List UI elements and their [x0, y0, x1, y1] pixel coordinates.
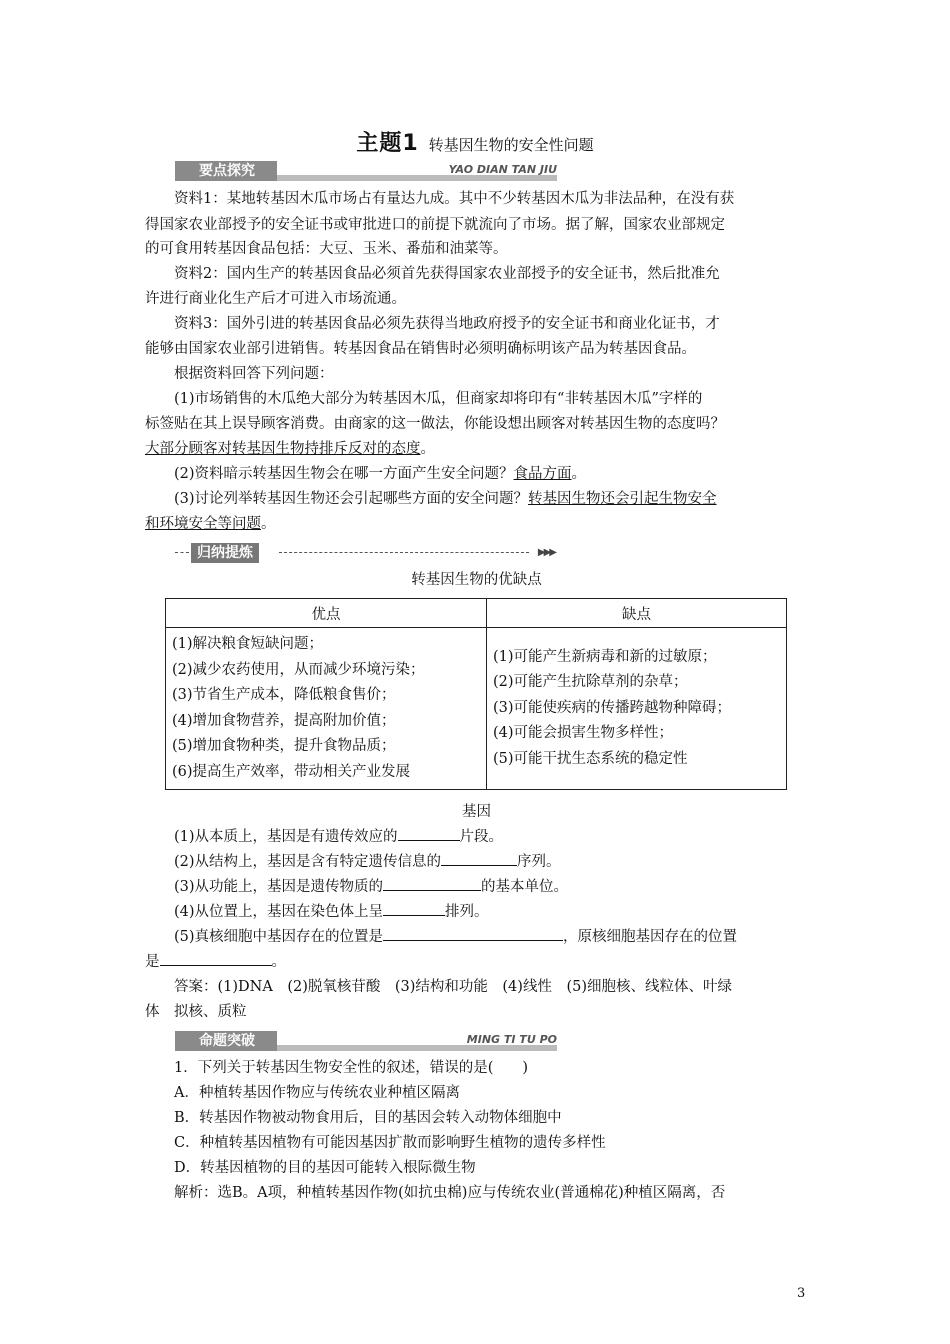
- analysis: 解析：选B。A项，种植转基因作物(如抗虫棉)应与传统农业(普通棉花)种植区隔离，否: [174, 1185, 726, 1201]
- question-2-answer: 食品方面: [513, 466, 572, 482]
- page-number: 3: [797, 1286, 806, 1301]
- material-2-line-1: 资料2：国内生产的转基因食品必须首先获得国家农业部授予的安全证书，然后批准允: [174, 266, 720, 282]
- list-item: (1)可能产生新病毒和新的过敏原；: [493, 648, 717, 665]
- dash-right: [279, 552, 529, 553]
- question-prompt: 根据资料回答下列问题：: [174, 366, 334, 382]
- question-1-answer: 大部分顾客对转基因生物持排斥反对的态度: [145, 441, 421, 457]
- option-b: B．转基因作物被动物食用后，目的基因会转入动物体细胞中: [174, 1110, 562, 1126]
- question-3-answer-part1: 转基因生物还会引起生物安全: [528, 491, 717, 507]
- list-item: (3)可能使疾病的传播跨越物种障碍；: [493, 699, 732, 716]
- gene-line-3: (3)从功能上，基因是遗传物质的 的基本单位。: [174, 874, 808, 900]
- question-stem: 1．下列关于转基因生物安全性的叙述，错误的是( ): [174, 1060, 529, 1076]
- question-1-line-1: (1)市场销售的木瓜绝大部分为转基因木瓜，但商家却将印有“非转基因木瓜”字样的: [174, 391, 703, 407]
- pros-cell: [166, 628, 487, 790]
- banner-label: 归纳提炼: [191, 543, 259, 563]
- banner-en-label: MING TI TU PO: [466, 1033, 557, 1046]
- material-2-line-2: 许进行商业化生产后才可进入市场流通。: [145, 291, 406, 307]
- banner-en-label: YAO DIAN TAN JIU: [448, 163, 557, 176]
- list-item: (5)可能干扰生态系统的稳定性: [493, 750, 688, 767]
- gene-line-1: (1)从本质上，基因是有遗传效应的 片段。: [174, 824, 808, 850]
- gene-title: 基因: [462, 804, 491, 820]
- blank-4: [383, 901, 445, 916]
- option-a: A．种植转基因作物应与传统农业种植区隔离: [174, 1085, 460, 1101]
- blank-1: [398, 826, 460, 841]
- topic-heading: [0, 126, 950, 157]
- list-item: (5)增加食物种类，提升食物品质；: [172, 738, 396, 754]
- question-3-answer-part2: 和环境安全等问题: [145, 516, 261, 532]
- gene-line-5-cont: 是 。: [145, 949, 808, 975]
- list-item: (2)可能产生抗除草剂的杂草；: [493, 674, 688, 691]
- list-item: (2)减少农药使用，从而减少环境污染；: [172, 661, 425, 678]
- list-item: (1)解决粮食短缺问题；: [172, 636, 324, 652]
- header-cons: 缺点: [487, 599, 787, 628]
- gene-line-4: (4)从位置上，基因在染色体上呈 排列。: [174, 899, 808, 925]
- question-3-line-2: 和环境安全等问题。: [145, 516, 276, 532]
- topic-title: 转基因生物的安全性问题: [428, 136, 594, 154]
- blank-6: [160, 951, 272, 966]
- question-1-answer-line: 大部分顾客对转基因生物持排斥反对的态度。: [145, 441, 435, 457]
- section-banner-key-points: [175, 161, 557, 181]
- question-2: (2)资料暗示转基因生物会在哪一方面产生安全问题？食品方面。: [174, 466, 587, 482]
- topic-label: 主题1: [356, 131, 419, 156]
- section-banner-summary: [175, 543, 555, 563]
- material-1-line-1: 资料1：某地转基因木瓜市场占有量达九成。其中不少转基因木瓜为非法品种，在没有获: [174, 191, 735, 207]
- question-3: (3)讨论列举转基因生物还会引起哪些方面的安全问题？转基因生物还会引起生物安全: [174, 491, 717, 507]
- material-3-line-1: 资料3：国外引进的转基因食品必须先获得当地政府授予的安全证书和商业化证书，才: [174, 316, 720, 332]
- banner-label: 命题突破: [175, 1031, 277, 1051]
- list-item: (4)可能会损害生物多样性；: [493, 725, 674, 742]
- gene-line-5: (5)真核细胞中基因存在的位置是 ，原核细胞基因存在的位置: [174, 924, 808, 950]
- blank-3: [383, 876, 481, 891]
- option-c: C．种植转基因植物有可能因基因扩散而影响野生植物的遗传多样性: [174, 1135, 606, 1151]
- material-1-line-3: 的可食用转基因食品包括：大豆、玉米、番茄和油菜等。: [145, 241, 508, 257]
- table-title: 转基因生物的优缺点: [411, 572, 542, 588]
- pros-cons-table: [165, 598, 787, 790]
- gene-answer-line-2: 体 拟核、质粒: [145, 1004, 247, 1020]
- blank-2: [441, 851, 517, 866]
- dash-left: [175, 552, 189, 553]
- section-banner-question-breakthrough: [175, 1031, 557, 1051]
- option-d: D．转基因植物的目的基因可能转入根际微生物: [174, 1160, 476, 1176]
- header-pros: 优点: [166, 599, 487, 628]
- gene-line-2: (2)从结构上，基因是含有特定遗传信息的 序列。: [174, 849, 808, 875]
- blank-5: [383, 926, 563, 941]
- material-3-line-2: 能够由国家农业部引进销售。转基因食品在销售时必须明确标明该产品为转基因食品。: [145, 341, 696, 357]
- table-header-row: [166, 599, 787, 628]
- material-1-line-2: 得国家农业部授予的安全证书或审批进口的前提下就流向了市场。据了解，国家农业部规定: [145, 217, 725, 233]
- table-row: [166, 628, 787, 790]
- cons-cell: [487, 628, 787, 790]
- question-1-line-2: 标签贴在其上误导顾客消费。由商家的这一做法，你能设想出顾客对转基因生物的态度吗？: [145, 416, 725, 432]
- gene-answer-line-1: 答案：(1)DNA (2)脱氧核苷酸 (3)结构和功能 (4)线性 (5)细胞核、线粒体、叶绿: [174, 979, 732, 995]
- arrow-right-icon: ▶▶▶: [537, 547, 555, 558]
- list-item: (6)提高生产效率，带动相关产业发展: [172, 763, 411, 780]
- list-item: (3)节省生产成本，降低粮食售价；: [172, 687, 396, 703]
- list-item: (4)增加食物营养，提高附加价值；: [172, 712, 396, 729]
- banner-label: 要点探究: [175, 161, 277, 181]
